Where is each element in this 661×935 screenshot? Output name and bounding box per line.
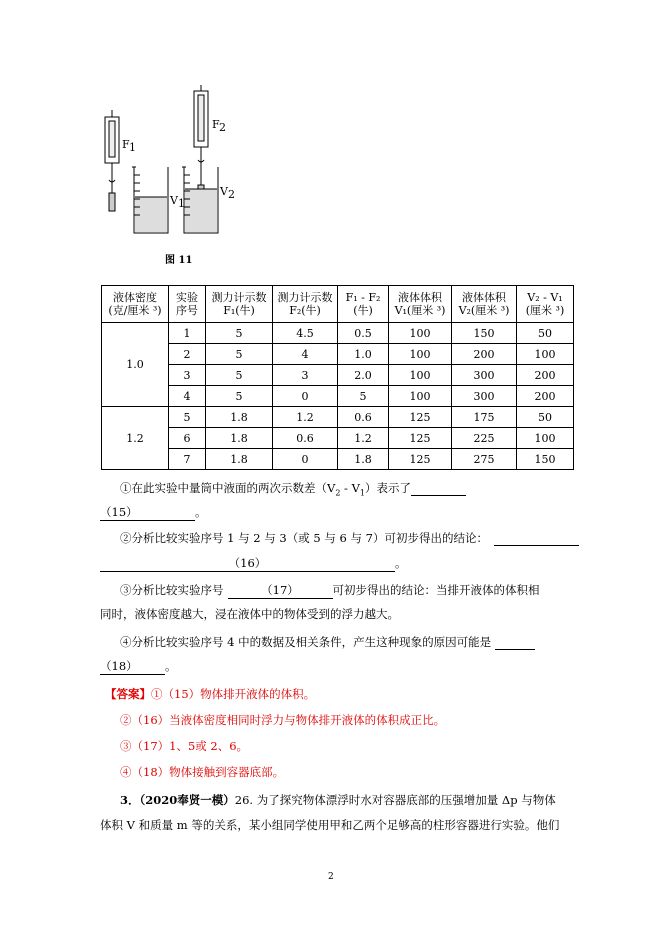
table-cell: 50 (517, 323, 574, 344)
question-1-text: ①在此实验中量筒中液面的两次示数差（V (120, 481, 336, 495)
header-line-1: 测力计示数 (277, 291, 333, 304)
question-4-line (120, 634, 535, 650)
table-cell: 200 (517, 386, 574, 407)
table-header-cell (273, 286, 338, 323)
header-line-1: 液体密度 (113, 291, 157, 304)
problem-text-a: 为了探究物体漂浮时水对容器底部的压强增加量 Δp 与物体 (256, 793, 556, 807)
answer-line-1 (105, 686, 315, 702)
table-cell: 5 (169, 407, 206, 428)
header-line-2: F₁(牛) (223, 304, 255, 317)
answer-line-2: ②（16）当液体密度相同时浮力与物体排开液体的体积成正比。 (120, 713, 446, 727)
question-3-text-b: 可初步得出的结论：当排开液体的体积相 (332, 583, 540, 597)
problem-source: （2020奉贤一模） (139, 793, 235, 807)
table-cell: 100 (389, 344, 452, 365)
data-table (101, 285, 574, 470)
table-row (102, 449, 574, 470)
blank-15-label: （15） (100, 505, 138, 519)
table-cell: 125 (389, 428, 452, 449)
table-cell: 100 (517, 428, 574, 449)
header-line-1: 测力计示数 (211, 291, 267, 304)
table-cell: 4 (273, 344, 338, 365)
question-2-line (120, 530, 579, 546)
q4-period: 。 (165, 659, 177, 673)
label-v2: V (220, 185, 228, 198)
table-cell: 1.2 (338, 428, 389, 449)
table-cell: 100 (389, 386, 452, 407)
answer-blank-16a[interactable] (494, 531, 579, 546)
table-cell: 300 (452, 365, 517, 386)
label-v2-sub: 2 (228, 188, 235, 201)
header-line-2: (克/厘米 ³) (108, 304, 162, 317)
table-cell: 0.5 (338, 323, 389, 344)
beaker-right (182, 167, 218, 233)
table-cell: 2.0 (338, 365, 389, 386)
table-cell: 6 (169, 428, 206, 449)
table-cell: 1.2 (273, 407, 338, 428)
label-f2: F (212, 118, 220, 131)
question-4-text: ④分析比较实验序号 4 中的数据及相关条件，产生这种现象的原因可能是 (120, 635, 492, 649)
header-line-1: 实验 (176, 291, 198, 304)
table-cell: 100 (389, 365, 452, 386)
table-cell: 4.5 (273, 323, 338, 344)
table-cell: 5 (206, 344, 273, 365)
label-v1: V (170, 194, 178, 207)
table-row (102, 323, 574, 344)
question-1-blank-line (100, 504, 207, 521)
header-line-2: 序号 (176, 304, 198, 317)
table-cell: 125 (389, 449, 452, 470)
table-cell: 0 (273, 449, 338, 470)
table-cell: 100 (517, 344, 574, 365)
table-row (102, 344, 574, 365)
header-line-2: V₁(厘米 ³) (394, 304, 446, 317)
blank-17-label: （17） (261, 583, 299, 597)
table-cell: 5 (206, 386, 273, 407)
table-row (102, 407, 574, 428)
answer-tag: 【答案】 (105, 687, 151, 701)
table-cell: 125 (389, 407, 452, 428)
question-1-line (120, 480, 466, 497)
question-3-line-2 (100, 606, 399, 622)
table-header-cell (517, 286, 574, 323)
table-cell: 1.8 (206, 407, 273, 428)
figure-caption: 图 11 (165, 255, 193, 266)
table-cell: 2 (169, 344, 206, 365)
table-cell: 175 (452, 407, 517, 428)
q1-period: 。 (195, 505, 207, 519)
answer-blank-18a[interactable] (495, 635, 535, 650)
question-4-blank-line (100, 658, 177, 675)
table-row (102, 428, 574, 449)
table-cell: 50 (517, 407, 574, 428)
table-cell: 0 (273, 386, 338, 407)
table-cell: 200 (452, 344, 517, 365)
answer-blank-18[interactable] (100, 658, 165, 675)
table-body (102, 323, 574, 470)
table-cell: 1.8 (206, 428, 273, 449)
table-header-cell (338, 286, 389, 323)
header-line-1: 液体体积 (462, 291, 506, 304)
answer-blank-15[interactable] (100, 504, 195, 521)
table-cell: 225 (452, 428, 517, 449)
page-number: 2 (328, 872, 334, 882)
header-line-2: V₂(厘米 ³) (458, 304, 510, 317)
question-3-text-a: ③分析比较实验序号 (120, 583, 224, 597)
table-header-cell (206, 286, 273, 323)
q1-sub1: 1 (359, 488, 366, 498)
spring-scale-right (194, 85, 208, 205)
answer-1: ①（15）物体排开液体的体积。 (151, 687, 316, 701)
table-cell: 5 (206, 365, 273, 386)
header-line-2: (厘米 ³) (525, 304, 565, 317)
answer-line-4: ④（18）物体接触到容器底部。 (120, 765, 285, 779)
q1-end: ）表示了 (365, 481, 412, 495)
question-3-text-c: 同时，液体密度越大，浸在液体中的物体受到的浮力越大。 (100, 607, 399, 621)
table-cell: 1.0 (338, 344, 389, 365)
question-3-line (120, 582, 540, 599)
problem-number: 3． (120, 793, 140, 807)
next-problem-line-1 (120, 792, 556, 808)
table-cell: 275 (452, 449, 517, 470)
density-cell: 1.0 (102, 323, 169, 407)
spring-scale-left (105, 110, 119, 211)
table-cell: 5 (338, 386, 389, 407)
table-cell: 3 (169, 365, 206, 386)
q2-period: 。 (395, 556, 407, 570)
table-cell: 5 (206, 323, 273, 344)
answer-line-3: ③（17）1、5或 2、6。 (120, 739, 249, 753)
answer-blank-16[interactable] (100, 555, 395, 572)
table-cell: 100 (389, 323, 452, 344)
figure-11-diagram (100, 85, 260, 235)
label-v1-sub: 1 (178, 197, 185, 210)
table-cell: 150 (452, 323, 517, 344)
table-row (102, 386, 574, 407)
label-f1-sub: 1 (129, 141, 136, 154)
blank-16-label: （16） (228, 556, 267, 570)
header-line-1: V₂ - V₁ (527, 291, 563, 304)
table-cell: 3 (273, 365, 338, 386)
table-cell: 4 (169, 386, 206, 407)
table-cell: 300 (452, 386, 517, 407)
problem-q-number: 26. (234, 793, 254, 807)
table-cell: 200 (517, 365, 574, 386)
q1-sub2: 2 (335, 488, 341, 498)
header-line-1: 液体体积 (398, 291, 442, 304)
table-header-cell (389, 286, 452, 323)
next-problem-line-2: 体积 V 和质量 m 等的关系，某小组同学使用甲和乙两个足够高的柱形容器进行实验。他们 (100, 818, 560, 832)
table-cell: 0.6 (273, 428, 338, 449)
q1-mid: - V (340, 481, 360, 495)
table-cell: 1.8 (338, 449, 389, 470)
table-header-cell (169, 286, 206, 323)
answer-blank-15a[interactable] (411, 481, 466, 496)
question-2-blank-line (100, 555, 407, 572)
beaker-left (132, 167, 168, 233)
table-row (102, 365, 574, 386)
header-line-2: F₂(牛) (289, 304, 321, 317)
table-cell: 0.6 (338, 407, 389, 428)
header-line-2: (牛) (353, 304, 373, 317)
table-header-cell (102, 286, 169, 323)
header-line-1: F₁ - F₂ (345, 291, 381, 304)
label-f1: F (122, 138, 130, 151)
table-header-cell (452, 286, 517, 323)
question-2-text: ②分析比较实验序号 1 与 2 与 3（或 5 与 6 与 7）可初步得出的结论： (120, 531, 488, 545)
table-cell: 1.8 (206, 449, 273, 470)
label-f2-sub: 2 (219, 121, 226, 134)
answer-blank-17[interactable] (228, 582, 333, 599)
table-cell: 1 (169, 323, 206, 344)
table-cell: 150 (517, 449, 574, 470)
blank-18-label: （18） (100, 659, 138, 673)
density-cell: 1.2 (102, 407, 169, 470)
table-header-row (102, 286, 574, 323)
table-cell: 7 (169, 449, 206, 470)
